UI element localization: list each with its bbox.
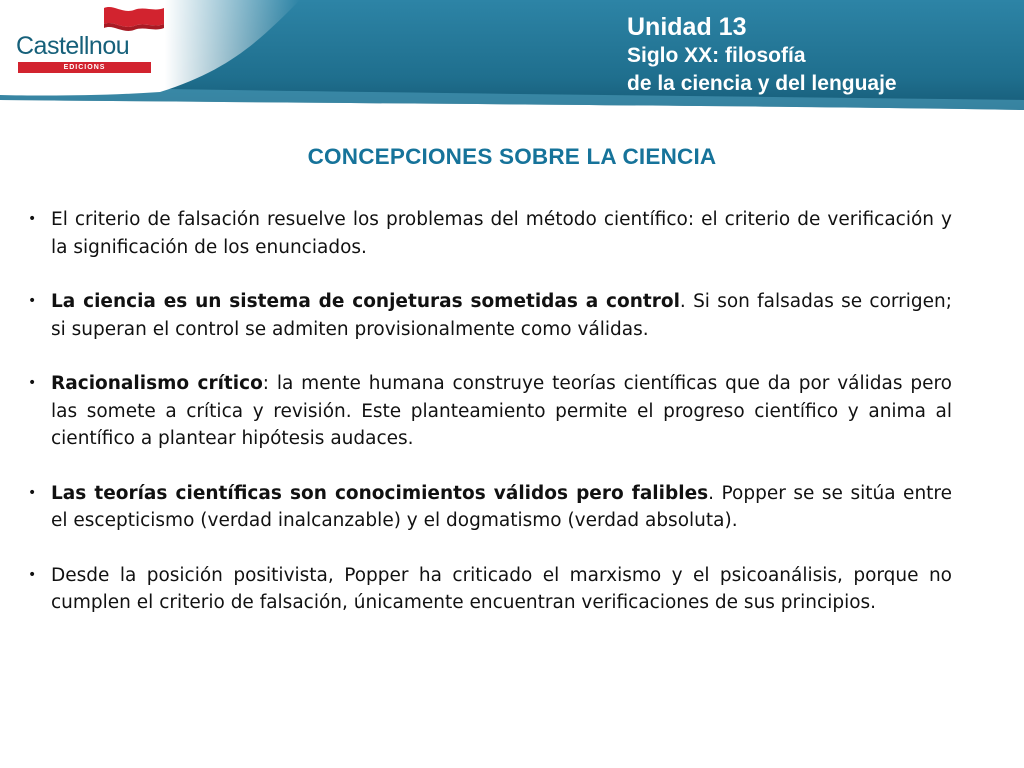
bullet-text: El criterio de falsación resuelve los problemas del método científico: el criterio de verificación y la significación de los enunciados. bbox=[51, 209, 952, 258]
header-banner bbox=[0, 0, 1024, 118]
list-item bbox=[28, 206, 952, 261]
bullet-icon: • bbox=[28, 211, 37, 227]
bullet-bold-text: Las teorías científicas son conocimientos válidos pero falibles bbox=[51, 482, 709, 504]
bullet-icon: • bbox=[28, 293, 37, 309]
bullet-text: . Si son falsadas se corrigen; si superan el control se admiten provisionalmente como válidas. bbox=[51, 291, 952, 340]
unit-subtitle-line1: Siglo XX: filosofía bbox=[627, 44, 806, 67]
bullet-text: . Popper se se sitúa entre el escepticismo (verdad inalcanzable) y el dogmatismo (verdad absoluta). bbox=[51, 482, 952, 531]
bullet-bold-text: Racionalismo crítico bbox=[51, 373, 263, 394]
logo-name: Castellnou bbox=[16, 32, 130, 60]
unit-title bbox=[627, 12, 897, 98]
logo-subtitle: EDICIONS bbox=[18, 62, 151, 73]
list-item bbox=[28, 288, 952, 343]
list-item bbox=[28, 480, 952, 535]
bullet-icon: • bbox=[28, 375, 37, 391]
bullet-icon: • bbox=[28, 484, 37, 501]
unit-number: Unidad 13 bbox=[627, 13, 747, 41]
list-item bbox=[28, 562, 952, 617]
page-title: CONCEPCIONES SOBRE LA CIENCIA bbox=[307, 144, 717, 169]
flag-icon bbox=[100, 6, 166, 32]
unit-subtitle-line2: de la ciencia y del lenguaje bbox=[627, 72, 897, 95]
bullet-text: Desde la posición positivista, Popper ha criticado el marxismo y el psicoanálisis, porque no cumplen el criterio de falsación, únicamente encuentran verificaciones de sus principios. bbox=[51, 564, 952, 613]
bullet-text: : la mente humana construye teorías científicas que da por válidas pero las somete a crítica y revisión. Este planteamiento permite el progreso científico y anima al científico a plantear hipótesis audaces. bbox=[51, 373, 952, 449]
bullet-icon: • bbox=[28, 566, 37, 583]
castellnou-logo bbox=[14, 6, 154, 72]
bullet-list bbox=[28, 206, 952, 644]
bullet-bold-text: La ciencia es un sistema de conjeturas sometidas a control bbox=[51, 291, 680, 312]
list-item bbox=[28, 370, 952, 453]
